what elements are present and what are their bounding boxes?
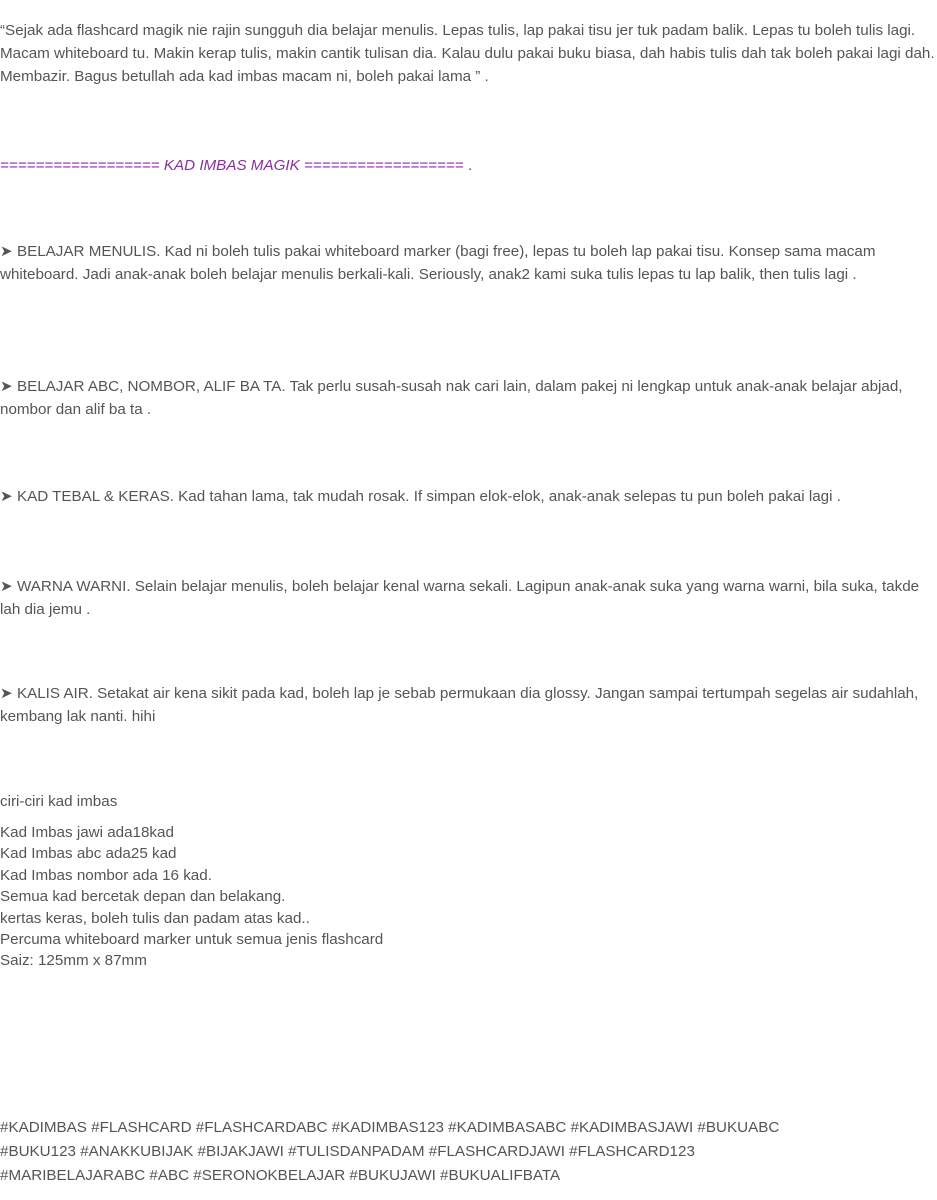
- arrow-icon: ➤: [0, 578, 13, 595]
- spec-item: Semua kad bercetak depan dan belakang.: [0, 888, 286, 906]
- feature-item: [0, 575, 937, 621]
- hashtags-block: [0, 1116, 937, 1188]
- feature-text: BELAJAR ABC, NOMBOR, ALIF BA TA. Tak perlu susah-susah nak cari lain, dalam pakej ni lengkap untuk anak-anak belajar abjad, nombor dan alif ba ta .: [0, 378, 903, 418]
- intro-paragraph: “Sejak ada flashcard magik nie rajin sungguh dia belajar menulis. Lepas tulis, lap pakai tisu jer tuk padam balik. Lepas tu boleh tulis lagi. Macam whiteboard tu. Makin kerap tulis, makin cantik tulisan dia. Kalau dulu pakai buku biasa, dah habis tulis dah tak boleh pakai lagi dah. Membazir. Bagus betullah ada kad imbas macam ni, boleh pakai lama ” .: [0, 22, 935, 85]
- feature-text: KAD TEBAL & KERAS. Kad tahan lama, tak mudah rosak. If simpan elok-elok, anak-anak selepas tu pun boleh pakai lagi .: [12, 488, 841, 505]
- spec-item: Kad Imbas abc ada25 kad: [0, 845, 177, 863]
- divider-tail: .: [463, 157, 473, 174]
- spec-item: kertas keras, boleh tulis dan padam atas kad..: [0, 909, 310, 927]
- feature-item: [0, 485, 937, 508]
- hashtag-line: #BUKU123 #ANAKKUBIJAK #BIJAKJAWI #TULISDANPADAM #FLASHCARDJAWI #FLASHCARD123: [0, 1143, 695, 1160]
- feature-item: [0, 682, 937, 728]
- feature-item: [0, 240, 937, 286]
- section-divider: [0, 154, 937, 177]
- feature-text: BELAJAR MENULIS. Kad ni boleh tulis pakai whiteboard marker (bagi free), lepas tu boleh lap pakai tisu. Konsep sama macam whiteboard. Jadi anak-anak boleh belajar menulis berkali-kali. Seriously, anak2 kami suka tulis lepas tu lap balik, then tulis lagi .: [0, 243, 876, 283]
- spec-item: Percuma whiteboard marker untuk semua jenis flashcard: [0, 931, 384, 949]
- arrow-icon: ➤: [0, 685, 13, 702]
- arrow-icon: ➤: [0, 488, 13, 505]
- spec-item: Kad Imbas jawi ada18kad: [0, 824, 174, 841]
- specs-heading: ciri-ciri kad imbas: [0, 793, 118, 810]
- specs-list: [0, 822, 383, 972]
- feature-item: [0, 375, 937, 421]
- hashtag-line: #MARIBELAJARABC #ABC #SERONOKBELAJAR #BUKUJAWI #BUKUALIFBATA: [0, 1167, 561, 1184]
- hashtag-line: #KADIMBAS #FLASHCARD #FLASHCARDABC #KADIMBAS123 #KADIMBASABC #KADIMBASJAWI #BUKUABC: [0, 1119, 780, 1136]
- feature-text: WARNA WARNI. Selain belajar menulis, boleh belajar kenal warna sekali. Lagipun anak-anak suka yang warna warni, bila suka, takde lah dia jemu .: [0, 578, 920, 618]
- spec-item: Saiz: 125mm x 87mm: [0, 952, 147, 970]
- spec-item: Kad Imbas nombor ada 16 kad.: [0, 866, 212, 884]
- feature-text: KALIS AIR. Setakat air kena sikit pada kad, boleh lap je sebab permukaan dia glossy. Jangan sampai tertumpah segelas air sudahlah, kembang lak nanti. hihi: [0, 685, 919, 725]
- arrow-icon: ➤: [0, 378, 13, 395]
- divider-text: ================== KAD IMBAS MAGIK ==================: [0, 157, 464, 174]
- arrow-icon: ➤: [0, 243, 13, 260]
